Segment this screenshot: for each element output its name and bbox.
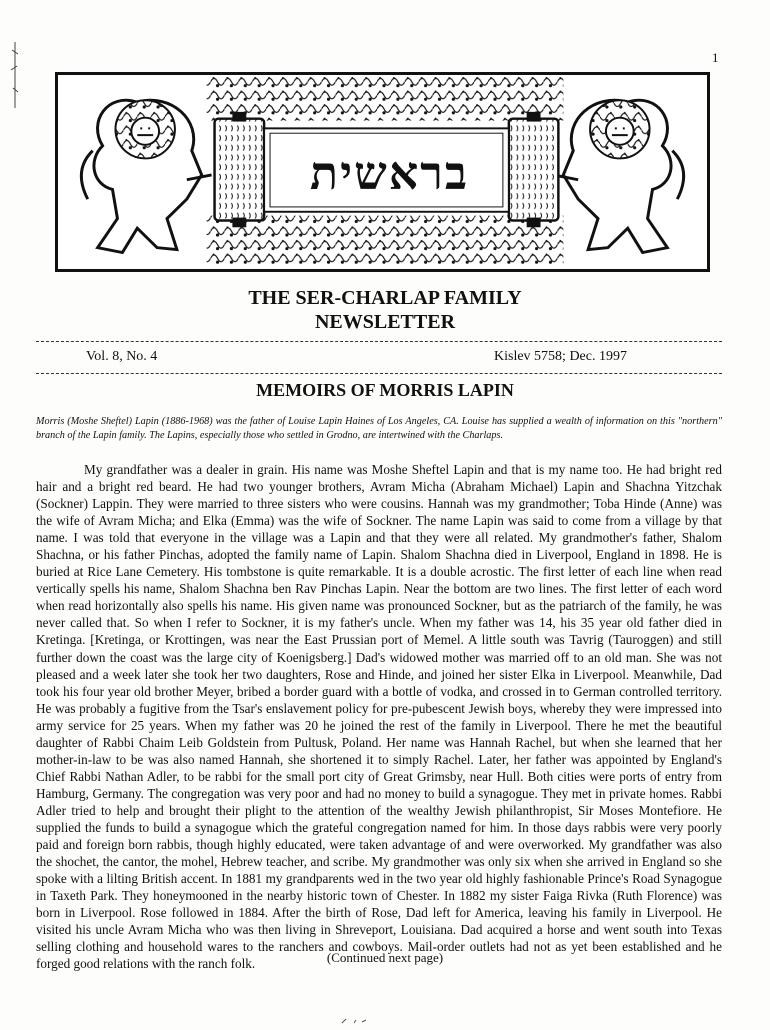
- page-number: 1: [712, 50, 719, 65]
- divider-rule-top: [36, 341, 722, 342]
- left-lion-icon: [81, 100, 211, 252]
- footer-scan-mark: [340, 1012, 370, 1020]
- newsletter-title-line2: NEWSLETTER: [314, 311, 456, 333]
- volume-label: Vol. 8, No. 4: [86, 349, 158, 364]
- continued-note: (Continued next page): [326, 950, 444, 965]
- newsletter-title: [0, 286, 770, 334]
- masthead-banner: [55, 72, 710, 272]
- article-body: My grandfather was a dealer in grain. His name was Moshe Sheftel Lapin and that is my name too. He had bright red hair and a bright red beard. He had two younger brothers, Avram Micha (Abraham Michael) Lapin and Shachna Yitzchak (Sockner) Lappin. They were married to three sisters who were cousins. Hannah was my grandmother; Toba Hinde (Anne) was the wife of Avram Micha; and Elka (Emma) was the wife of Sockner. The name Lapin was said to come from a village by that name. I was told that everyone in the village was a Lapin and that they were all related. My grandmother's father, Shalom Shachna, or his father Pinchas, adopted the family name of Lapin. Shalom Shachna died in Liverpool, England in 1898. He is buried at Rice Lane Cemetery. His tombstone is quite remarkable. It is a double acrostic. The first letter of each line when read vertically spells his name, Shalom Shachna ben Rav Pinchas Lapin. Near the bottom are two lines. The first letter of each word when read horizontally also spells his name. His given name was pronounced Sockner, but as the patriarch of the family, he was never called that. So when I refer to Sockner, it is my father's uncle. When my father was 14, his 35 year old father died in Kretinga. [Kretinga, or Krottingen, was near the East Prussian port of Memel. A little south was Tavrig (Tauroggen) and still further down the coast was the large city of Koenigsberg.] Dad's widowed mother was married off to an old man. She was not pleased and a week later she took her two daughters, Rose and Hinde, and joined her sister Elka in Liverpool. Meanwhile, Dad took his four year old brother Meyer, bribed a border guard with a bottle of vodka, and crossed in to German controlled territory. He was probably a fugitive from the Tsar's enslavement policy for pre-pubescent Jewish boys, whereby they were impressed into army service for 25 years. When my father was 20 he joined the rest of the family in Liverpool. There he met the beautiful daughter of Rabbi Chaim Leib Goldstein from Pultusk, Poland. Her name was Hannah Rachel, but when she learned that her mother-in-law to be was also named Hannah, she shortened it to simply Rachel. Later, her father was appointed by England's Chief Rabbi Nathan Adler, to be rabbi for the small port city of Great Grimsby, near Hull. Both cities were ports of entry from Hamburg, Germany. The congregation was very poor and had no money to build a synagogue. They met in private homes. Rabbi Adler tried to help and brought their plight to the attention of the wealthy Jewish philanthropist, Sir Moses Montefiore. He supplied the funds to build a synagogue which the grateful congregation named for him. In those days rabbis were very poorly paid and foreign born rabbis, though highly educated, were taken advantage of and were overworked. My grandfather was also the shochet, the cantor, the mohel, Hebrew teacher, and scribe. My grandmother was only six when she arrived in England so she spoke with a lilting British accent. In 1881 my grandparents wed in the two year old highly fashionable Prince's Road Synagogue in Taxeth Park. They honeymooned in the nearby historic town of Chester. In 1882 my sister Faiga Rivka (Ruth Florence) was born in Liverpool. Rose followed in 1884. After the birth of Rose, Dad left for America, leaving his family in Liverpool. He visited his uncle Avram Micha who was then living in Shreveport, Louisiana. Dad acquired a horse and went south into Texas selling clothing and household wares to the ranchers and cowboys. Mail-order outlets had not as yet been established and he forged good relations with the ranch folk.: [36, 462, 722, 972]
- right-lion-icon: [553, 100, 683, 252]
- masthead-hebrew-title: בראשית: [310, 146, 469, 200]
- article-title: MEMOIRS OF MORRIS LAPIN: [256, 380, 514, 400]
- issue-date: Kislev 5758; Dec. 1997: [494, 349, 627, 364]
- margin-scan-mark: [6, 40, 24, 110]
- divider-rule-bottom: [36, 373, 722, 374]
- newsletter-title-line1: THE SER-CHARLAP FAMILY: [248, 287, 522, 309]
- article-intro: Morris (Moshe Sheftel) Lapin (1886-1968) was the father of Louise Lapin Haines of Los Angeles, CA. Louise has supplied a wealth of information on this "northern" branch of the Lapin family. The Lapins, especially those who settled in Grodno, are intertwined with the Charlaps.: [36, 416, 722, 441]
